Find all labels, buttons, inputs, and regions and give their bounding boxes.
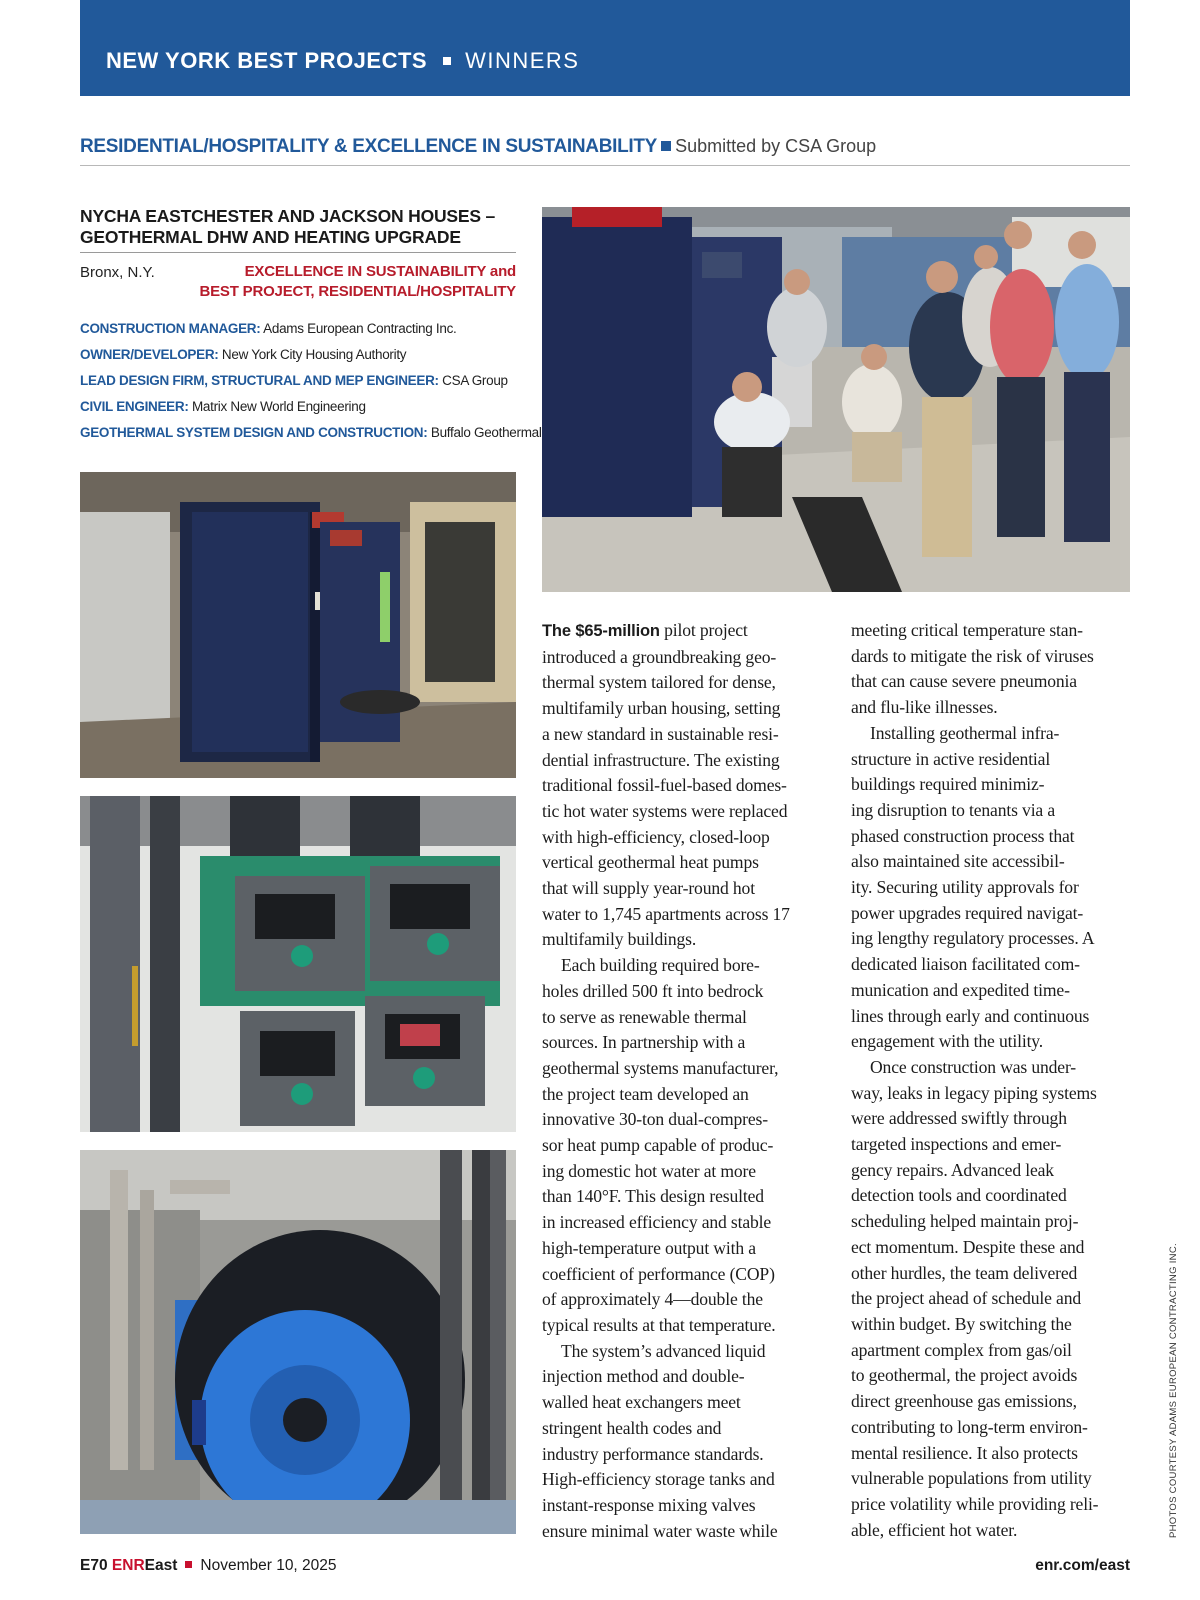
photo-circulation-pumps	[80, 796, 516, 1132]
credit-value: New York City Housing Authority	[218, 347, 407, 362]
credit-label: LEAD DESIGN FIRM, STRUCTURAL AND MEP ENGINEER:	[80, 373, 439, 388]
issue-date: November 10, 2025	[200, 1557, 337, 1574]
article-line: contributing to long-term environ-	[851, 1416, 1088, 1437]
article-line: Installing geothermal infra-	[870, 722, 1060, 743]
article-line: dential infrastructure. The existing	[542, 749, 780, 770]
article-line: dards to mitigate the risk of viruses	[851, 645, 1094, 666]
project-title-line: GEOTHERMAL DHW AND HEATING UPGRADE	[80, 227, 461, 247]
article-line: engagement with the utility.	[851, 1031, 1044, 1052]
credit-row	[80, 420, 542, 446]
article-line: gency repairs. Advanced leak	[851, 1159, 1054, 1180]
article-line: lines through early and continuous	[851, 1005, 1090, 1026]
page-number: E70	[80, 1557, 108, 1574]
article-line: sources. In partnership with a	[542, 1032, 746, 1053]
category-heading	[80, 136, 1130, 166]
article-line: were addressed swiftly through	[851, 1108, 1067, 1129]
article-line: dedicated liaison facilitated com-	[851, 954, 1080, 975]
article-line: to serve as renewable thermal	[542, 1006, 747, 1027]
brand-east: East	[144, 1557, 178, 1574]
article-line: instant-response mixing valves	[542, 1494, 756, 1515]
credit-value: Matrix New World Engineering	[188, 399, 366, 414]
article-line: within budget. By switching the	[851, 1313, 1072, 1334]
award-line: BEST PROJECT, RESIDENTIAL/HOSPITALITY	[199, 283, 516, 300]
article-line: buildings required minimiz-	[851, 774, 1045, 795]
article-line: Once construction was under-	[870, 1056, 1077, 1077]
footer-folio	[80, 1557, 337, 1575]
article-column-2	[851, 618, 1133, 1543]
article-line: with high-efficiency, closed-loop	[542, 826, 770, 847]
banner-title	[106, 48, 579, 74]
article-line: typical results at that temperature.	[542, 1314, 776, 1335]
credit-label: CIVIL ENGINEER:	[80, 399, 189, 414]
project-title	[80, 206, 516, 253]
article-line: Each building required bore-	[561, 955, 760, 976]
photo-boiler-illustration	[80, 1150, 516, 1534]
article-line: thermal system tailored for dense,	[542, 672, 776, 693]
article-line: innovative 30-ton dual-compres-	[542, 1109, 768, 1130]
photo-team-inspecting-unit	[542, 207, 1130, 592]
article-line: vulnerable populations from utility	[851, 1468, 1092, 1489]
photo-credit: PHOTOS COURTESY ADAMS EUROPEAN CONTRACTING INC.	[1168, 1243, 1179, 1538]
credit-label: GEOTHERMAL SYSTEM DESIGN AND CONSTRUCTION:	[80, 425, 428, 440]
article-line: high-temperature output with a	[542, 1237, 756, 1258]
article-line: the project team developed an	[542, 1083, 749, 1104]
photo-heat-pump-units	[80, 472, 516, 778]
article-line: of approximately 4—double the	[542, 1289, 763, 1310]
brand-enr: ENR	[111, 1557, 145, 1574]
banner-section: NEW YORK BEST PROJECTS	[106, 48, 428, 73]
article-line: geothermal systems manufacturer,	[542, 1057, 779, 1078]
article-line: High-efficiency storage tanks and	[542, 1469, 775, 1490]
article-line: other hurdles, the team delivered	[851, 1262, 1078, 1283]
project-credits	[80, 316, 542, 446]
footer-url-link[interactable]: enr.com/east	[1035, 1557, 1130, 1574]
article-line: ity. Securing utility approvals for	[851, 877, 1079, 898]
article-line: structure in active residential	[851, 748, 1051, 769]
article-line: ect momentum. Despite these and	[851, 1236, 1085, 1257]
article-line: traditional fossil-fuel-based domes-	[542, 775, 787, 796]
credit-row	[80, 368, 520, 394]
credit-row	[80, 316, 520, 342]
article-line: phased construction process that	[851, 825, 1075, 846]
article-line: that can cause severe pneumonia	[851, 671, 1077, 692]
article-line: holes drilled 500 ft into bedrock	[542, 980, 764, 1001]
photo-units-illustration	[80, 472, 516, 778]
article-lead: The $65-million	[542, 622, 660, 640]
photo-team-illustration	[542, 207, 1130, 592]
section-banner	[80, 0, 1130, 96]
article-line: able, efficient hot water.	[851, 1519, 1018, 1540]
article-line: detection tools and coordinated	[851, 1185, 1067, 1206]
credit-value: Adams European Contracting Inc.	[260, 321, 457, 336]
article-line: industry performance standards.	[542, 1443, 764, 1464]
credit-label: CONSTRUCTION MANAGER:	[80, 321, 261, 336]
article-line: ing disruption to tenants via a	[851, 799, 1056, 820]
photo-pumps-illustration	[80, 796, 516, 1132]
article-column-1	[542, 618, 824, 1544]
article-line: power upgrades required navigat-	[851, 902, 1084, 923]
article-line-text: pilot project	[659, 620, 748, 640]
credit-row	[80, 342, 520, 368]
article-line: stringent health codes and	[542, 1417, 722, 1438]
article-line: vertical geothermal heat pumps	[542, 852, 759, 873]
article-line	[542, 618, 824, 645]
footer-separator	[185, 1561, 192, 1568]
article-line: introduced a groundbreaking geo-	[542, 646, 777, 667]
article-line: injection method and double-	[542, 1366, 745, 1387]
article-line: to geothermal, the project avoids	[851, 1365, 1078, 1386]
article-line: also maintained site accessibil-	[851, 851, 1065, 872]
article-line: ing lengthy regulatory processes. A	[851, 928, 1095, 949]
photo-boiler	[80, 1150, 516, 1534]
credit-value: Buffalo Geothermal	[427, 425, 542, 440]
article-line: in increased efficiency and stable	[542, 1212, 772, 1233]
article-line: way, leaks in legacy piping systems	[851, 1082, 1097, 1103]
article-line: that will supply year-round hot	[542, 878, 755, 899]
award-line: EXCELLENCE IN SUSTAINABILITY and	[244, 263, 516, 280]
project-title-line: NYCHA EASTCHESTER AND JACKSON HOUSES –	[80, 206, 496, 226]
article-line: ing domestic hot water at more	[542, 1160, 756, 1181]
banner-subsection: WINNERS	[465, 48, 580, 73]
category-separator	[661, 141, 671, 151]
category-title: RESIDENTIAL/HOSPITALITY & EXCELLENCE IN SUSTAINABILITY	[80, 136, 658, 157]
article-line: sor heat pump capable of produc-	[542, 1135, 774, 1156]
article-line: The system’s advanced liquid	[561, 1340, 766, 1361]
article-line: tic hot water systems were replaced	[542, 800, 788, 821]
article-line: a new standard in sustainable resi-	[542, 723, 779, 744]
project-location: Bronx, N.Y.	[80, 264, 155, 281]
article-line: multifamily buildings.	[542, 929, 697, 950]
article-line: scheduling helped maintain proj-	[851, 1211, 1079, 1232]
article-line: targeted inspections and emer-	[851, 1134, 1062, 1155]
credit-row	[80, 394, 520, 420]
article-line: ensure minimal water waste while	[542, 1520, 778, 1541]
article-line: meeting critical temperature stan-	[851, 620, 1083, 640]
credit-value: CSA Group	[438, 373, 508, 388]
banner-separator	[443, 57, 451, 65]
article-line: price volatility while providing reli-	[851, 1493, 1099, 1514]
article-line: mental resilience. It also protects	[851, 1442, 1078, 1463]
article-line: the project ahead of schedule and	[851, 1288, 1082, 1309]
credit-label: OWNER/DEVELOPER:	[80, 347, 219, 362]
article-line: multifamily urban housing, setting	[542, 698, 781, 719]
article-line: and flu-like illnesses.	[851, 697, 998, 718]
category-submitted-by: Submitted by CSA Group	[675, 136, 877, 156]
article-line: coefficient of performance (COP)	[542, 1263, 775, 1284]
article-line: walled heat exchangers meet	[542, 1392, 741, 1413]
article-line: apartment complex from gas/oil	[851, 1339, 1072, 1360]
article-line: water to 1,745 apartments across 17	[542, 903, 790, 924]
article-line: munication and expedited time-	[851, 979, 1070, 1000]
award-label	[196, 262, 516, 302]
article-line: direct greenhouse gas emissions,	[851, 1391, 1077, 1412]
article-line: than 140°F. This design resulted	[542, 1186, 764, 1207]
